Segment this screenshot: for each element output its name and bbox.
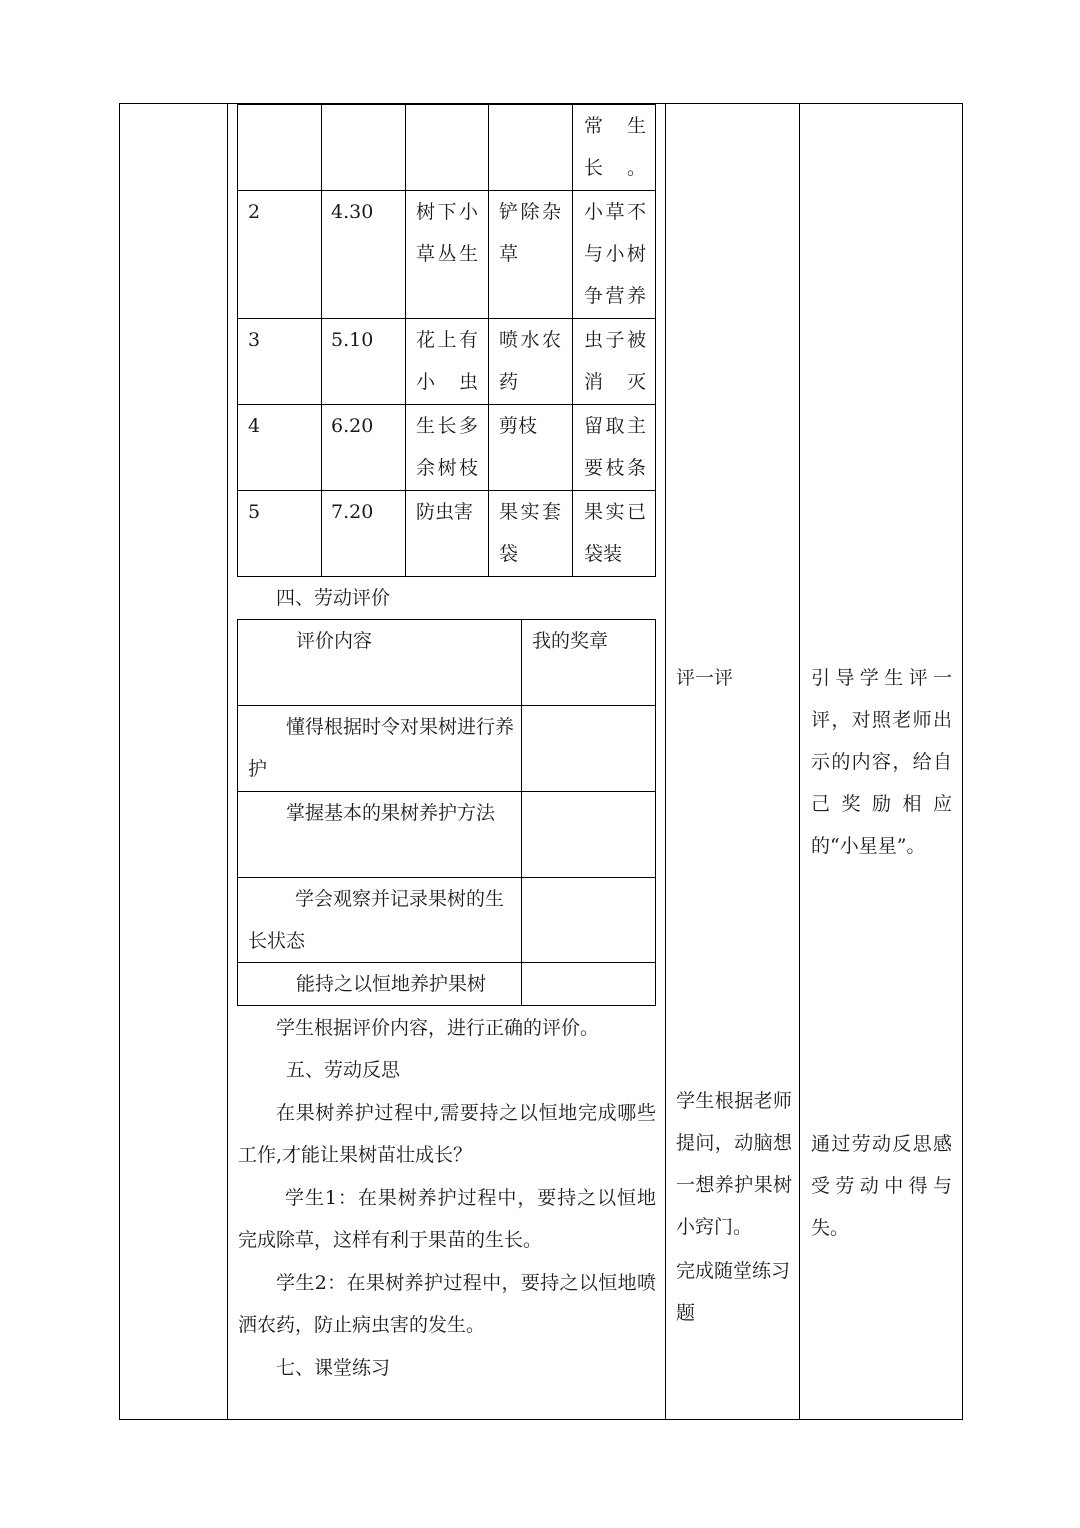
section-7-title: 七、课堂练习	[276, 1357, 391, 1379]
reflect-question: 在果树养护过程中,需要持之以恒地完成哪些工作,才能让果树苗壮成长？	[238, 1102, 656, 1166]
care-row-5-problem: 防虫害	[416, 501, 474, 523]
care-row-2-no: 2	[248, 201, 261, 223]
care-row-2-result: 小草不与小树争营养	[584, 201, 646, 307]
care-row-3-no: 3	[248, 329, 261, 351]
teacher-intent-evaluate: 引导学生评一评，对照老师出示的内容，给自己奖励相应的“小星星”。	[811, 667, 952, 857]
care-row-5-result: 果实已袋装	[584, 501, 646, 565]
section-5-title: 五、劳动反思	[286, 1059, 401, 1081]
teacher-intent-reflect: 通过劳动反思感受劳动中得与失。	[811, 1133, 952, 1239]
care-row-4-measure: 剪枝	[499, 415, 538, 437]
care-row-3-measure: 喷水农药	[499, 329, 561, 393]
student-activity-exercise: 完成随堂练习题	[676, 1260, 791, 1324]
care-row-4-no: 4	[248, 415, 261, 437]
care-row-4-result: 留取主要枝条	[584, 415, 646, 479]
eval-item-3: 学会观察并记录果树的生长状态	[248, 888, 505, 952]
section-4-title: 四、劳动评价	[276, 587, 391, 609]
eval-item-4: 能持之以恒地养护果树	[296, 973, 487, 995]
care-row-5-date: 7.20	[331, 501, 374, 523]
care-row-3-date: 5.10	[331, 329, 374, 351]
care-row-5-measure: 果实套袋	[499, 501, 561, 565]
student-activity-evaluate: 评一评	[676, 667, 734, 689]
care-row-3-problem: 花上有小虫	[416, 329, 478, 393]
student-2-answer: 学生2：在果树养护过程中，要持之以恒地喷洒农药，防止病虫害的发生。	[238, 1272, 656, 1336]
care-row-4-date: 6.20	[331, 415, 374, 437]
care-row-5-no: 5	[248, 501, 261, 523]
student-activity-reflect: 学生根据老师提问，动脑想一想养护果树小窍门。	[676, 1090, 792, 1238]
care-row-2-date: 4.30	[331, 201, 374, 223]
care-row-3-result: 虫子被消灭	[584, 329, 646, 393]
eval-header-content: 评价内容	[296, 630, 373, 652]
care-row-4-problem: 生长多余树枝	[416, 415, 478, 479]
eval-item-2: 掌握基本的果树养护方法	[286, 802, 496, 824]
care-row-1-result: 常生长。	[584, 115, 646, 179]
care-row-2-measure: 铲除杂草	[499, 201, 561, 265]
eval-item-1: 懂得根据时令对果树进行养护	[248, 716, 515, 780]
care-row-2-problem: 树下小草丛生	[416, 201, 478, 265]
eval-header-badge: 我的奖章	[532, 630, 609, 652]
after-eval-text: 学生根据评价内容，进行正确的评价。	[276, 1017, 600, 1039]
student-1-answer: 学生1：在果树养护过程中，要持之以恒地完成除草，这样有利于果苗的生长。	[238, 1187, 656, 1251]
